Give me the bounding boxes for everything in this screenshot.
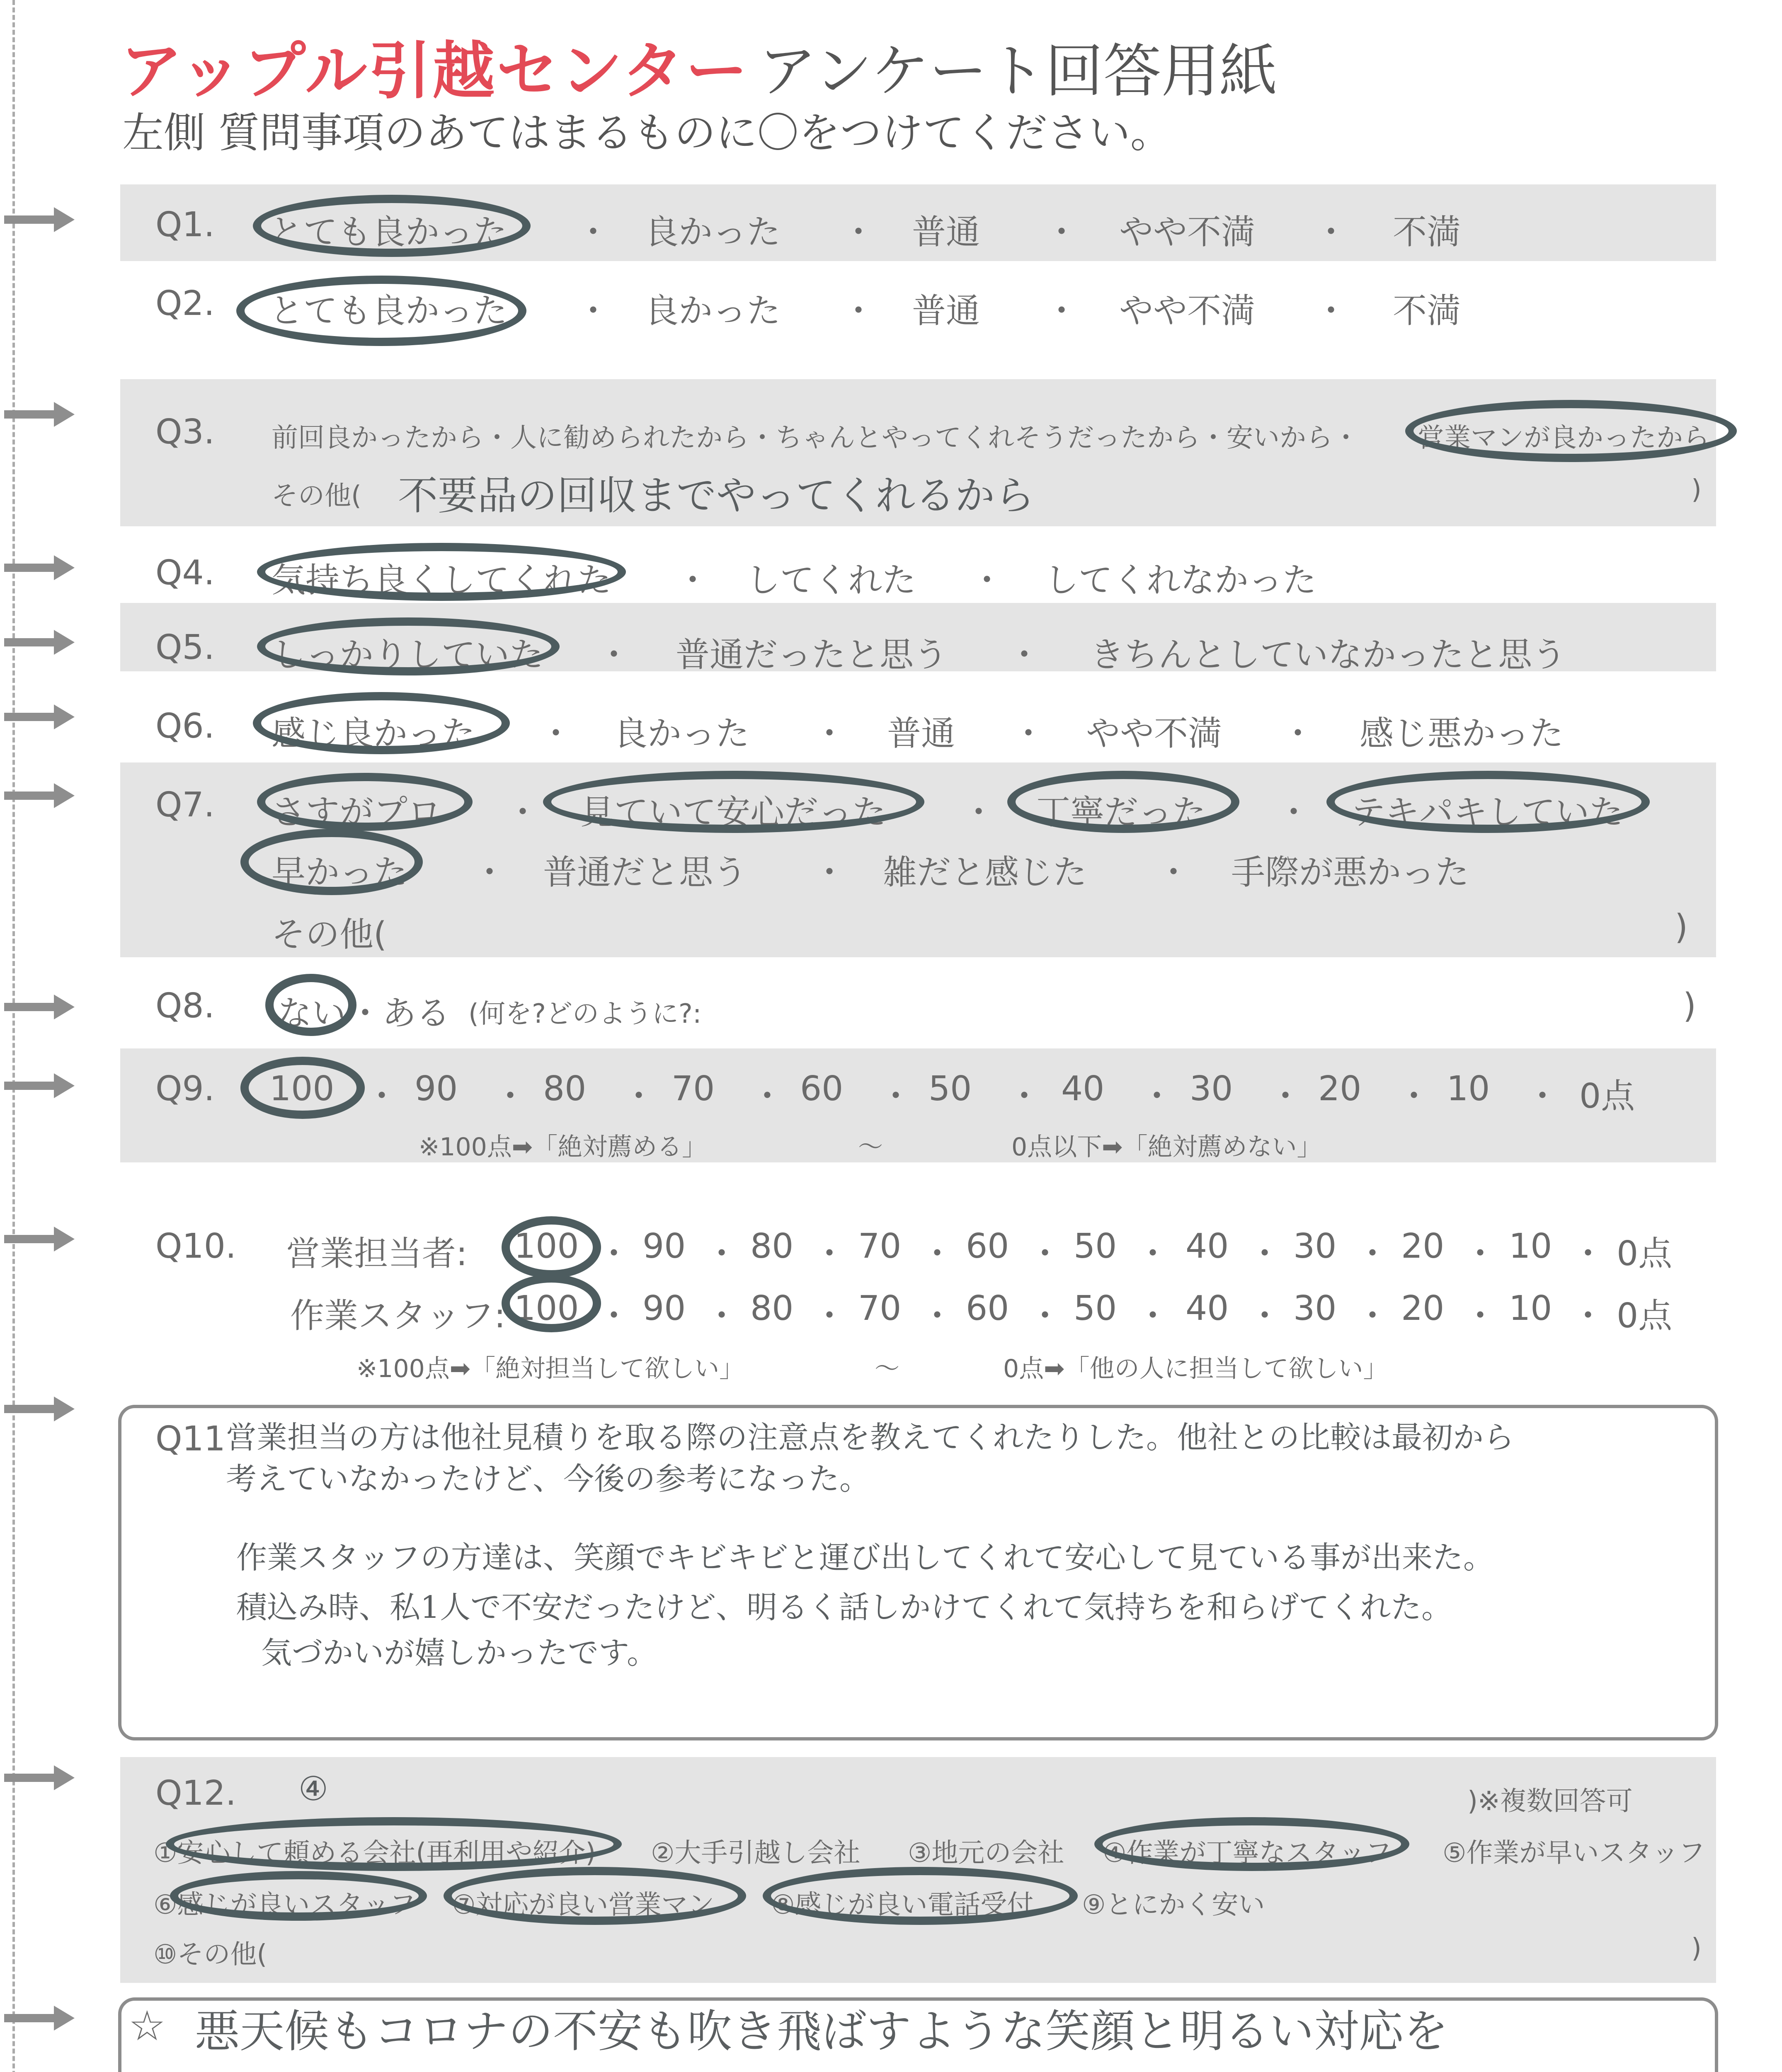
q7-option[interactable]: 見ていて安心だった [580,793,887,832]
q9-score[interactable]: 10 [1447,1069,1490,1109]
q5-option[interactable]: きちんとしていなかったと思う [1090,635,1566,675]
q10-score[interactable]: 90 [642,1227,686,1266]
q11-handwritten-line: 作業スタッフの方達は、笑顔でキビキビと運び出してくれて安心して見ている事が出来た。 [236,1540,1494,1576]
q8-option-yes[interactable]: ・ある [348,994,451,1033]
q3-label: Q3. [155,412,215,452]
q12-option[interactable]: ⑦対応が良い営業マン [452,1890,715,1920]
q9-score[interactable]: 30 [1190,1069,1233,1109]
q6-label: Q6. [155,707,215,746]
answer-circle [257,543,626,601]
q10-score[interactable]: 20 [1401,1227,1445,1266]
separator-dot: ・ [597,1234,631,1273]
q11-handwritten-line: 考えていなかったけど、今後の参考になった。 [226,1461,870,1497]
q7-option[interactable]: 手際が悪かった [1231,853,1469,892]
q8-paren: (何を?どのように?: [468,999,702,1029]
q3-option-selected[interactable]: 営業マンが良かったから [1418,423,1709,453]
q11-handwritten-line: 積込み時、私1人で不安だったけど、明るく話しかけてくれて気持ちを和らげてくれた。 [236,1590,1452,1625]
q12-option[interactable]: ②大手引越し会社 [651,1838,861,1869]
q6-option[interactable]: 普通 [887,714,955,753]
answer-circle [444,1867,746,1925]
arrow-icon [4,207,79,232]
answer-circle [1007,771,1239,833]
q10-sales-label: 営業担当者: [286,1234,468,1273]
q2-option[interactable]: 普通 [912,291,980,331]
q10-score[interactable]: 30 [1293,1227,1337,1266]
q9-score[interactable]: 80 [543,1069,587,1109]
comment-handwritten-line: 悪天候もコロナの不安も吹き飛ばすような笑顔と明るい対応を [195,2006,1449,2057]
separator-dot: ・ [1355,1296,1390,1336]
q9-tilde: 〜 [858,1133,883,1162]
answer-circle [240,1057,365,1119]
q10-note-right: 0点➡「他の人に担当して欲しい」 [1003,1354,1388,1383]
q4-label: Q4. [155,553,215,593]
instruction-text: 左側 質問事項のあてはまるものに〇をつけてください。 [122,109,1172,157]
separator-dot: ・ [1355,1234,1390,1273]
q12-option[interactable]: ①安心して頼める会社(再利用や紹介) [153,1838,596,1869]
q7-option[interactable]: テキパキしていた [1351,793,1624,832]
q12-handwritten-answer: ④ [298,1769,328,1808]
q2-label: Q2. [155,284,215,323]
answer-circle [253,692,510,754]
q10-staff-label: 作業スタッフ: [290,1296,506,1336]
paren: ) [1691,474,1702,505]
answer-circle [253,195,531,257]
q4-option[interactable]: 気持ち良くしてくれた [272,561,612,600]
paren: ) [1691,1933,1702,1964]
q10-score[interactable]: 100 [514,1227,579,1266]
q10-score[interactable]: 50 [1074,1289,1117,1328]
q12-option[interactable]: ⑥感じが良いスタッフ [153,1890,416,1920]
q10-score[interactable]: 100 [514,1289,579,1328]
paren: ) [1675,908,1688,947]
arrow-icon [4,1073,79,1098]
arrow-icon [4,995,79,1019]
answer-circle [257,617,560,675]
q12-option-other[interactable]: ⑩その他( [153,1939,267,1970]
q5-label: Q5. [155,628,215,667]
q12-option[interactable]: ④作業が丁寧なスタッフ [1103,1838,1392,1869]
q2-option[interactable]: やや不満 [1119,291,1256,331]
q10-score[interactable]: 40 [1186,1227,1229,1266]
q11-handwritten-line: 営業担当の方は他社見積りを取る際の注意点を教えてくれたりした。他社との比較は最初から [226,1420,1514,1455]
arrow-icon [4,555,79,580]
comment-handwritten-line [153,2068,691,2072]
q9-score[interactable]: 60 [800,1069,844,1109]
binding-margin-line [12,0,15,2072]
q4-option[interactable]: してくれなかった [1045,561,1317,600]
q10-score[interactable]: 90 [642,1289,686,1328]
answer-circle [763,1867,1078,1925]
q1-option[interactable]: とても良かった [269,213,508,252]
arrow-icon [4,630,79,655]
answer-circle [1405,400,1737,462]
q9-score[interactable]: 50 [929,1069,972,1109]
separator-dot: ・ [1136,1296,1170,1336]
q9-score[interactable]: 40 [1061,1069,1105,1109]
q9-note-right: 0点以下➡「絶対薦めない」 [1011,1133,1322,1162]
q9-score[interactable]: 0点 [1579,1077,1635,1116]
q10-score[interactable]: 30 [1293,1289,1337,1328]
answer-circle [543,771,924,833]
answer-circle [502,1274,601,1332]
q4-option[interactable]: してくれた [746,561,916,600]
arrow-icon [4,704,79,729]
q12-option[interactable]: ③地元の会社 [908,1838,1064,1869]
q2-option[interactable]: 不満 [1393,291,1461,331]
q1-option[interactable]: 不満 [1393,213,1461,252]
q9-note-left: ※100点➡「絶対薦める」 [419,1133,707,1162]
q8-option-no[interactable]: ない [278,994,346,1033]
q10-score[interactable]: 50 [1074,1227,1117,1266]
answer-circle [1326,771,1650,833]
separator-dot: ・ [597,1296,631,1336]
q3-handwritten-answer: 不要品の回収までやってくれるから [398,472,1035,519]
q11-handwritten-line: 気づかいが嬉しかったです。 [261,1635,658,1671]
separator-dot: ・ [1463,1234,1498,1273]
q5-option[interactable]: しっかりしていた [272,635,544,675]
q2-option[interactable]: 良かった [645,291,781,331]
q10-label: Q10. [155,1227,236,1266]
q10-score[interactable]: 40 [1186,1289,1229,1328]
q8-label: Q8. [155,986,215,1026]
q2-option[interactable]: とても良かった [269,291,508,331]
arrow-icon [4,1765,79,1790]
q10-tilde: 〜 [875,1354,899,1383]
separator-dot: ・ [1028,1234,1062,1273]
q9-score[interactable]: 20 [1318,1069,1362,1109]
q10-score[interactable]: 10 [1509,1227,1552,1266]
q12-label: Q12. [155,1774,236,1813]
separator-dot: ・ [812,1234,847,1273]
q7-option[interactable]: 丁寧だった [1036,793,1207,832]
q7-option[interactable]: 普通だと思う [543,853,747,892]
q1-option[interactable]: 良かった [645,213,781,252]
separator-dot: ・ [1571,1296,1605,1336]
q5-option[interactable]: 普通だったと思う [676,635,948,675]
q3-other-label: その他( [272,481,361,511]
q7-other-label: その他( [272,915,387,954]
q7-option[interactable]: さすがプロ [272,793,442,832]
q10-score[interactable]: 70 [858,1227,902,1266]
answer-circle [166,1817,622,1871]
q10-score[interactable]: 0点 [1617,1234,1673,1273]
q10-score[interactable]: 0点 [1617,1296,1673,1336]
answer-circle [1094,1817,1409,1871]
q9-score[interactable]: 100 [269,1069,335,1109]
q12-option[interactable]: ⑤作業が早いスタッフ [1443,1838,1705,1869]
q11-label: Q11 [155,1419,225,1459]
q1-option[interactable]: やや不満 [1119,213,1256,252]
q7-option[interactable]: 雑だと感じた [883,853,1087,892]
q6-option[interactable]: 感じ悪かった [1360,714,1564,753]
q10-score[interactable]: 80 [750,1227,794,1266]
separator-dot: ・ [920,1296,955,1336]
q12-multiple-note: )※複数回答可 [1467,1786,1633,1817]
q10-score[interactable]: 60 [966,1227,1009,1266]
q10-score[interactable]: 60 [966,1289,1009,1328]
q10-score[interactable]: 70 [858,1289,902,1328]
separator-dot: ・ [1028,1296,1062,1336]
arrow-icon [4,402,79,427]
separator-dot: ・ [1248,1234,1282,1273]
q7-label: Q7. [155,785,215,825]
star-icon: ☆ [128,2002,166,2050]
q7-option[interactable]: 早かった [272,853,408,892]
answer-circle [257,773,473,831]
answer-circle [265,974,356,1036]
separator-dot: ・ [920,1234,955,1273]
separator-dot: ・ [1463,1296,1498,1336]
answer-circle [236,276,526,346]
q9-score[interactable]: 90 [415,1069,458,1109]
q3-options[interactable]: 前回良かったから・人に勧められたから・ちゃんとやってくれそうだったから・安いから・ [272,423,1359,453]
q10-score[interactable]: 20 [1401,1289,1445,1328]
brand-title: アップル引越センター [120,35,749,107]
arrow-icon [4,1397,79,1421]
q9-label: Q9. [155,1069,215,1109]
separator-dot: ・ [1248,1296,1282,1336]
answer-circle [170,1871,427,1921]
separator-dot: ・ [705,1296,739,1336]
separator-dot: ・ [705,1234,739,1273]
q6-option[interactable]: やや不満 [1086,714,1222,753]
paren: ) [1683,986,1696,1026]
q12-option[interactable]: ⑧感じが良い電話受付 [771,1890,1034,1920]
separator-dot: ・ [1136,1234,1170,1273]
q6-option[interactable]: 良かった [613,714,750,753]
answer-circle [240,829,423,895]
arrow-icon [4,783,79,808]
separator-dot: ・ [1571,1234,1605,1273]
q6-option[interactable]: 感じ良かった [272,714,476,753]
arrow-icon [4,1227,79,1251]
q1-option[interactable]: 普通 [912,213,980,252]
separator-dot: ・ [812,1296,847,1336]
q10-score[interactable]: 80 [750,1289,794,1328]
q10-note-left: ※100点➡「絶対担当して欲しい」 [356,1354,744,1383]
q10-score[interactable]: 10 [1509,1289,1552,1328]
q1-label: Q1. [155,205,215,244]
q9-score[interactable]: 70 [672,1069,715,1109]
q12-option[interactable]: ⑨とにかく安い [1082,1890,1265,1920]
form-title: アンケート回答用紙 [759,38,1278,105]
answer-circle [502,1216,601,1278]
arrow-icon [4,2006,79,2031]
